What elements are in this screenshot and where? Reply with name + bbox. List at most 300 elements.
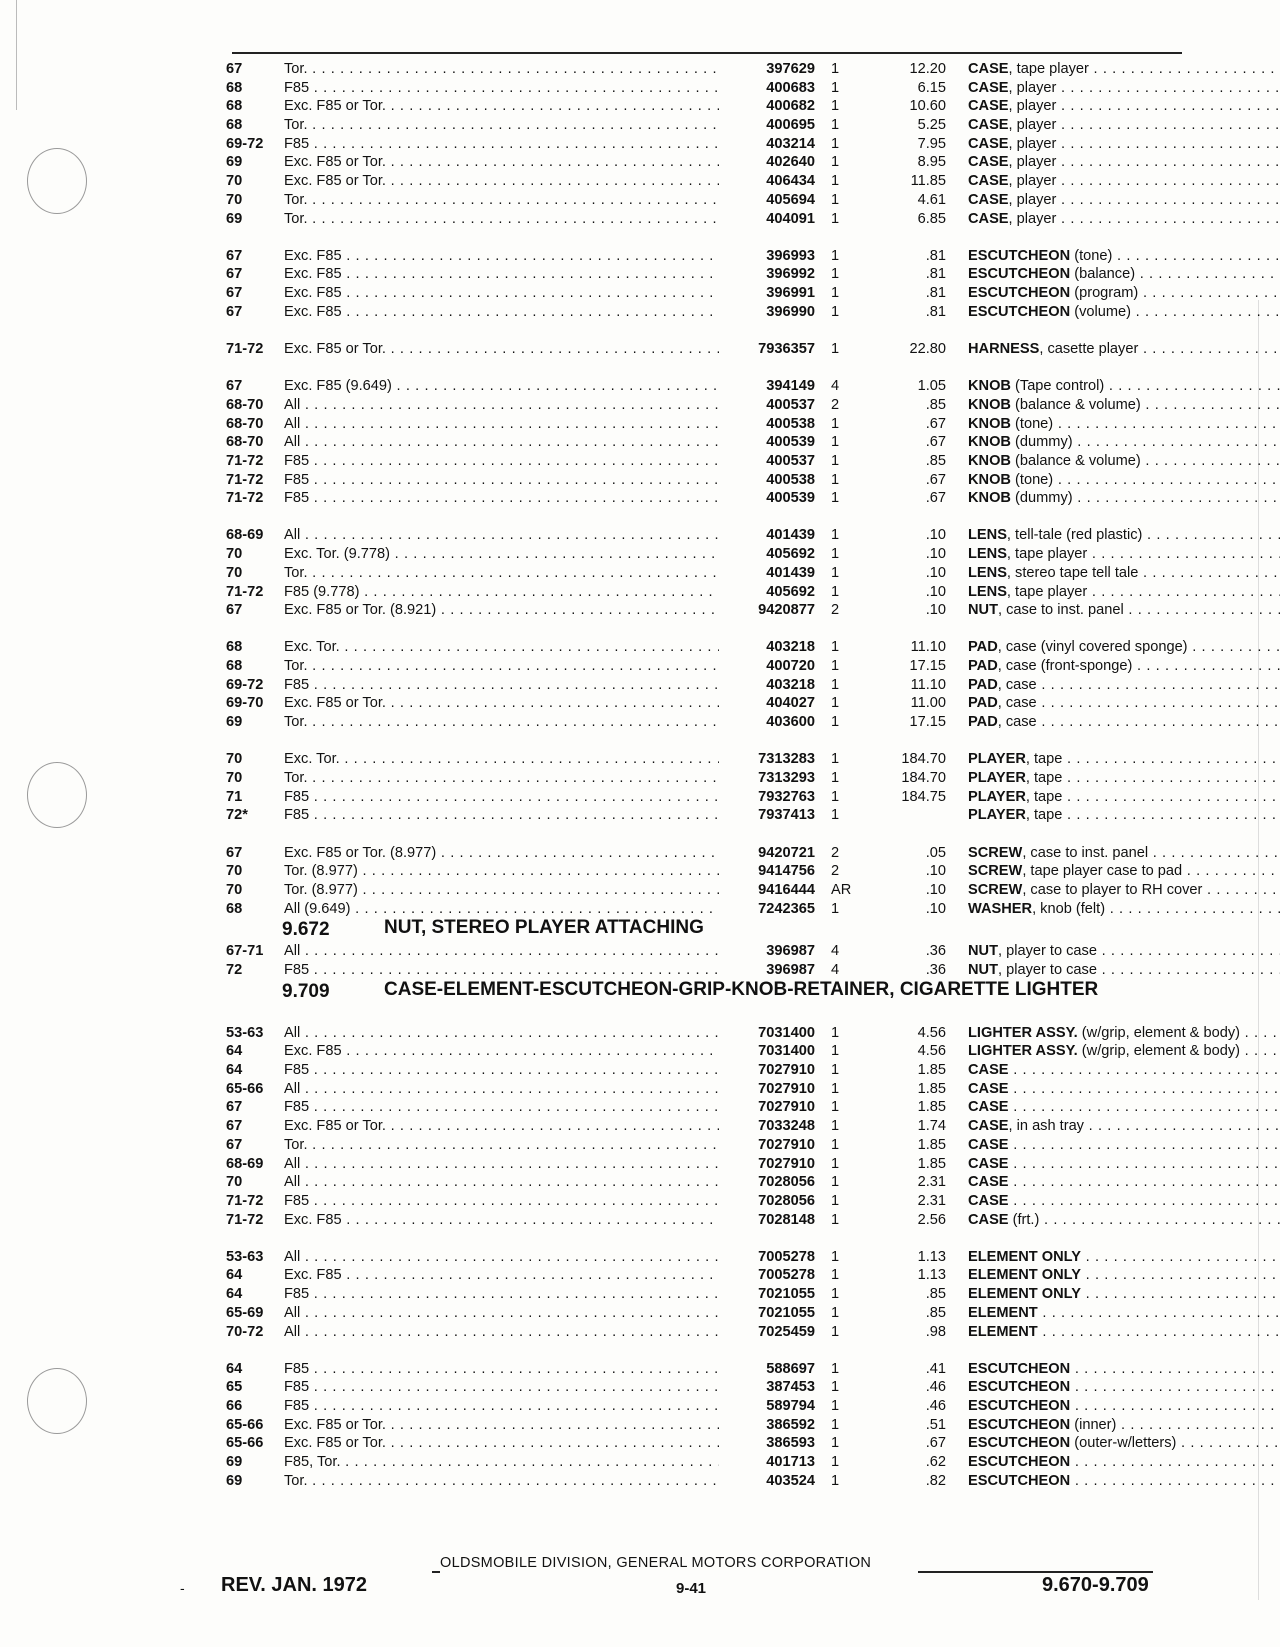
part-number — [719, 862, 815, 881]
part-number — [719, 1080, 815, 1099]
parts-row — [226, 900, 1186, 919]
part-number — [719, 1397, 815, 1416]
model-name-text: F85, Tor. — [284, 1454, 341, 1471]
price-text: .10 — [925, 881, 946, 898]
model-name-text: Exc. F85 — [284, 1043, 342, 1060]
price — [866, 1173, 946, 1192]
description — [968, 210, 1280, 229]
parts-row — [226, 1155, 1186, 1174]
description — [968, 377, 1280, 396]
group-spacer — [226, 321, 1186, 340]
model-name-text: Exc. F85 or Tor. — [284, 173, 386, 190]
model-year-text: 64 — [226, 1267, 243, 1284]
quantity-text: 1 — [831, 434, 840, 451]
quantity-text: 1 — [831, 266, 840, 283]
model-year-text: 53-63 — [226, 1248, 264, 1265]
description — [968, 1061, 1280, 1080]
quantity-text: 1 — [831, 210, 840, 227]
model-year — [226, 1285, 286, 1304]
section-title: CASE-ELEMENT-ESCUTCHEON-GRIP-KNOB-RETAINER, CIGARETTE LIGHTER — [384, 978, 1099, 1000]
part-noun: LIGHTER ASSY. — [968, 1043, 1078, 1060]
description — [968, 1285, 1280, 1304]
part-noun: LENS — [968, 564, 1007, 581]
model-year — [226, 583, 286, 602]
part-number — [719, 1360, 815, 1379]
model-year — [226, 1360, 286, 1379]
price-text: 8.95 — [917, 154, 946, 171]
parts-row — [226, 788, 1186, 807]
part-detail: , knob (felt) — [1032, 900, 1106, 917]
quantity — [831, 1397, 861, 1416]
quantity — [831, 1378, 861, 1397]
part-number — [719, 1098, 815, 1117]
part-number — [719, 1192, 815, 1211]
part-detail: (balance) — [1070, 266, 1136, 283]
parts-row — [226, 471, 1186, 490]
price-text: 6.15 — [917, 79, 946, 96]
quantity-text: 4 — [831, 943, 840, 960]
description — [968, 694, 1280, 713]
part-number — [719, 284, 815, 303]
part-number-text: 7937413 — [758, 807, 815, 824]
part-noun: PLAYER — [968, 770, 1026, 786]
model-year — [226, 694, 286, 713]
model-name — [284, 135, 724, 154]
model-name-text: Tor. — [284, 191, 308, 208]
quantity-text: 1 — [831, 527, 840, 544]
description — [968, 1192, 1280, 1211]
parts-row — [226, 415, 1186, 434]
quantity — [831, 900, 861, 919]
model-year — [226, 881, 286, 900]
part-number — [719, 526, 815, 545]
part-detail: , in ash tray — [1008, 1118, 1084, 1135]
part-number-text: 7028056 — [758, 1174, 815, 1191]
price — [866, 340, 946, 359]
section-title: NUT, STEREO PLAYER ATTACHING — [384, 917, 704, 939]
price — [866, 583, 946, 602]
model-name-text: Tor. — [284, 714, 308, 731]
price-text: 12.20 — [909, 61, 946, 77]
section-heading — [226, 918, 1186, 942]
quantity — [831, 862, 861, 881]
model-name-text: Exc. F85 or Tor. — [284, 1416, 386, 1433]
model-name-text: All — [284, 1304, 301, 1321]
price — [866, 881, 946, 900]
part-number — [719, 942, 815, 961]
description — [968, 657, 1280, 676]
price-text: .10 — [925, 602, 946, 619]
parts-row — [226, 1378, 1186, 1397]
part-detail: , tape player — [1008, 61, 1089, 77]
parts-row — [226, 564, 1186, 583]
price — [866, 1304, 946, 1323]
part-number — [719, 844, 815, 863]
model-year-text: 70 — [226, 1174, 243, 1191]
price — [866, 1155, 946, 1174]
parts-row — [226, 676, 1186, 695]
model-year — [226, 844, 286, 863]
model-name-text: Exc. Tor. (9.778) — [284, 546, 390, 563]
part-number — [719, 471, 815, 490]
quantity-text: 1 — [831, 247, 840, 264]
part-number-text: 7936357 — [758, 340, 815, 357]
description — [968, 1323, 1280, 1342]
model-year-text: 66 — [226, 1398, 243, 1415]
model-year-text: 64 — [226, 1043, 243, 1060]
quantity — [831, 210, 861, 229]
model-name-text: F85 — [284, 1379, 310, 1396]
price — [866, 247, 946, 266]
model-name-text: All — [284, 396, 301, 413]
price — [866, 1024, 946, 1043]
model-year-text: 68 — [226, 658, 243, 675]
model-name — [284, 210, 724, 229]
price — [866, 135, 946, 154]
description — [968, 1173, 1280, 1192]
model-year — [226, 1173, 286, 1192]
model-year — [226, 1472, 286, 1491]
price — [866, 564, 946, 583]
price — [866, 415, 946, 434]
quantity-text: 1 — [831, 1286, 840, 1303]
description — [968, 676, 1280, 695]
part-number-text: 400695 — [766, 117, 815, 134]
parts-row — [226, 1024, 1240, 1043]
model-name — [284, 1266, 724, 1285]
model-year — [226, 415, 286, 434]
part-number-text: 396987 — [766, 962, 815, 978]
model-name — [284, 1248, 724, 1267]
model-name — [284, 526, 724, 545]
part-number — [719, 713, 815, 732]
model-name-text: All (9.649) — [284, 900, 351, 917]
part-detail: (tone) — [1070, 247, 1113, 264]
part-number-text: 400538 — [766, 471, 815, 488]
part-noun: ESCUTCHEON — [968, 1454, 1071, 1471]
price-text: 2.31 — [917, 1192, 946, 1209]
company-name: OLDSMOBILE DIVISION, GENERAL MOTORS CORPORATION — [440, 1555, 872, 1571]
model-year — [226, 769, 286, 788]
part-noun: ESCUTCHEON — [968, 1472, 1071, 1489]
model-name — [284, 1136, 724, 1155]
parts-row — [226, 377, 1186, 396]
model-year-text: 68-69 — [226, 527, 264, 544]
model-name-text: Tor. — [284, 1136, 308, 1153]
price-text: 11.00 — [910, 695, 946, 712]
model-year — [226, 265, 286, 284]
part-noun: ESCUTCHEON — [968, 1416, 1071, 1433]
part-noun: CASE — [968, 1080, 1009, 1097]
model-name — [284, 79, 724, 98]
model-year-text: 70 — [226, 546, 243, 563]
part-noun: LENS — [968, 527, 1007, 544]
part-number — [719, 60, 815, 79]
parts-row — [226, 60, 1186, 79]
part-number-text: 7033248 — [758, 1118, 815, 1135]
model-year-text: 68-70 — [226, 415, 264, 432]
model-year-text: 64 — [226, 1360, 243, 1377]
parts-row — [226, 694, 1186, 713]
part-detail: (balance & volume) — [1010, 396, 1141, 413]
part-noun: PLAYER — [968, 807, 1026, 824]
part-number — [719, 210, 815, 229]
model-name-text: F85 — [284, 1192, 310, 1209]
part-noun: PAD — [968, 676, 998, 693]
price-text: 5.25 — [917, 117, 946, 134]
part-number — [719, 961, 815, 980]
part-noun: SCREW — [968, 863, 1023, 880]
parts-row — [226, 750, 1186, 769]
part-noun: PAD — [968, 714, 998, 731]
part-noun: PLAYER — [968, 788, 1026, 805]
model-year — [226, 676, 286, 695]
part-number-text: 387453 — [766, 1379, 815, 1396]
part-detail: , case — [997, 695, 1037, 712]
parts-row — [226, 1117, 1186, 1136]
price-text: .10 — [925, 564, 946, 581]
part-noun: KNOB — [968, 471, 1011, 488]
model-year — [226, 1416, 286, 1435]
part-detail: (tone) — [1010, 415, 1054, 432]
part-noun: ESCUTCHEON — [968, 266, 1071, 283]
quantity — [831, 564, 861, 583]
model-year — [226, 1248, 286, 1267]
description — [968, 638, 1280, 657]
parts-row — [226, 545, 1186, 564]
quantity-text: 1 — [831, 61, 840, 77]
part-number — [719, 1173, 815, 1192]
quantity-text: 1 — [831, 751, 840, 768]
model-year — [226, 1453, 286, 1472]
part-detail: , player — [1008, 210, 1057, 227]
model-name-text: Exc. F85 — [284, 285, 342, 302]
model-name-text: All — [284, 1155, 301, 1172]
part-number — [719, 172, 815, 191]
description — [968, 769, 1280, 788]
price — [866, 303, 946, 322]
quantity — [831, 806, 861, 825]
part-noun: ELEMENT ONLY — [968, 1286, 1081, 1303]
description — [968, 153, 1280, 172]
part-number — [719, 303, 815, 322]
model-name-text: Tor. — [284, 658, 308, 675]
quantity — [831, 135, 861, 154]
price-text: .85 — [925, 1304, 946, 1321]
model-name — [284, 377, 724, 396]
price-text: .81 — [925, 266, 946, 283]
part-noun: ESCUTCHEON — [968, 1360, 1071, 1377]
quantity — [831, 788, 861, 807]
part-number-text: 404027 — [766, 695, 815, 712]
quantity-text: 1 — [831, 1155, 840, 1172]
quantity-text: 1 — [831, 1304, 840, 1321]
description — [968, 79, 1280, 98]
part-detail: (frt.) — [1008, 1211, 1040, 1228]
quantity — [831, 1453, 861, 1472]
quantity-text: 1 — [831, 900, 840, 917]
part-number — [719, 900, 815, 919]
part-number-text: 404091 — [766, 210, 815, 227]
part-number — [719, 1416, 815, 1435]
model-name-text: F85 — [284, 452, 310, 469]
model-name — [284, 1211, 724, 1230]
price-text: 1.13 — [917, 1267, 946, 1284]
description — [968, 471, 1280, 490]
part-noun: LENS — [968, 583, 1007, 600]
model-year-text: 70 — [226, 863, 243, 880]
quantity — [831, 545, 861, 564]
model-name-text: All — [284, 1323, 301, 1340]
model-name — [284, 862, 724, 881]
model-name — [284, 1360, 724, 1379]
description — [968, 601, 1280, 620]
description — [968, 1378, 1280, 1397]
model-name — [284, 433, 724, 452]
model-name — [284, 1397, 724, 1416]
model-name — [284, 564, 724, 583]
model-year — [226, 526, 286, 545]
quantity — [831, 377, 861, 396]
part-detail: (dummy) — [1010, 490, 1073, 507]
model-year — [226, 1434, 286, 1453]
model-year-text: 65 — [226, 1379, 243, 1396]
part-number-text: 9414756 — [758, 863, 815, 880]
model-year-text: 68-69 — [226, 1155, 264, 1172]
part-number-text: 7027910 — [758, 1062, 815, 1079]
model-year — [226, 942, 286, 961]
part-detail: , case (front-sponge) — [997, 658, 1133, 675]
part-number-text: 401439 — [766, 564, 815, 581]
part-detail: , player to case — [998, 943, 1097, 960]
part-noun: KNOB — [968, 452, 1011, 469]
page-number: 9-41 — [676, 1580, 707, 1597]
quantity-text: 1 — [831, 788, 840, 805]
model-year-text: 70-72 — [226, 1323, 264, 1340]
price — [866, 265, 946, 284]
part-noun: ELEMENT — [968, 1304, 1038, 1321]
model-name — [284, 303, 724, 322]
part-number-text: 7242365 — [758, 900, 815, 917]
model-year — [226, 79, 286, 98]
quantity-text: 1 — [831, 154, 840, 171]
model-name-text: All — [284, 943, 301, 960]
quantity — [831, 1173, 861, 1192]
model-year — [226, 961, 286, 980]
model-year-text: 70 — [226, 751, 243, 768]
model-year — [226, 1397, 286, 1416]
part-noun: CASE — [968, 1062, 1009, 1079]
price — [866, 713, 946, 732]
part-detail: , player — [1008, 191, 1057, 208]
part-number — [719, 694, 815, 713]
quantity — [831, 1416, 861, 1435]
part-number — [719, 191, 815, 210]
quantity — [831, 303, 861, 322]
description — [968, 433, 1280, 452]
model-name — [284, 1323, 724, 1342]
quantity-text: 4 — [831, 378, 840, 395]
quantity-text: 2 — [831, 396, 840, 413]
part-number — [719, 1117, 815, 1136]
quantity-text: 1 — [831, 583, 840, 600]
part-number-text: 9420721 — [758, 844, 815, 861]
parts-row — [226, 303, 1186, 322]
part-noun: CASE — [968, 135, 1009, 152]
model-year-text: 67 — [226, 1099, 243, 1116]
part-number — [719, 601, 815, 620]
parts-row — [226, 601, 1186, 620]
model-name-text: All — [284, 415, 301, 432]
model-name-text: Exc. F85 or Tor. — [284, 154, 386, 171]
price — [866, 1136, 946, 1155]
parts-row — [226, 1266, 1186, 1285]
model-year-text: 67 — [226, 303, 243, 320]
part-number-text: 7025459 — [758, 1323, 815, 1340]
model-name-text: Tor. — [284, 117, 308, 134]
part-number-text: 401439 — [766, 527, 815, 544]
part-number-text: 396987 — [766, 943, 815, 960]
model-year — [226, 1024, 286, 1043]
part-noun: CASE — [968, 117, 1009, 134]
description — [968, 172, 1280, 191]
model-year — [226, 564, 286, 583]
model-year-text: 69-72 — [226, 676, 264, 693]
part-detail: , player — [1008, 117, 1057, 134]
part-number-text: 403218 — [766, 676, 815, 693]
model-year-text: 67-71 — [226, 943, 264, 960]
quantity — [831, 489, 861, 508]
quantity-text: 1 — [831, 340, 840, 357]
model-year-text: 71-72 — [226, 340, 264, 357]
description — [968, 1266, 1280, 1285]
part-number-text: 7027910 — [758, 1155, 815, 1172]
part-noun: SCREW — [968, 881, 1023, 898]
model-year-text: 64 — [226, 1286, 243, 1303]
quantity — [831, 638, 861, 657]
quantity — [831, 1042, 861, 1061]
part-noun: NUT — [968, 943, 998, 960]
quantity — [831, 191, 861, 210]
model-year — [226, 172, 286, 191]
description — [968, 526, 1280, 545]
parts-row — [226, 191, 1186, 210]
part-number-text: 403524 — [766, 1472, 815, 1489]
part-detail: , player to case — [998, 962, 1097, 978]
parts-row — [226, 1323, 1186, 1342]
price — [866, 97, 946, 116]
part-noun: CASE — [968, 98, 1009, 115]
description — [968, 1098, 1280, 1117]
part-number — [719, 433, 815, 452]
model-name — [284, 340, 724, 359]
model-year-text: 68-70 — [226, 434, 264, 451]
section-number: 9.672 — [282, 919, 330, 941]
price-text: 10.60 — [909, 98, 946, 115]
description — [968, 900, 1280, 919]
part-number — [719, 1211, 815, 1230]
model-name — [284, 247, 724, 266]
part-detail: , tape — [1025, 770, 1063, 786]
description — [968, 881, 1280, 900]
description — [968, 1136, 1280, 1155]
part-detail: , player — [1008, 79, 1057, 96]
part-detail: , case — [997, 714, 1037, 731]
quantity-text: 4 — [831, 962, 840, 978]
price — [866, 657, 946, 676]
price-text: .67 — [925, 415, 946, 432]
description — [968, 1397, 1280, 1416]
